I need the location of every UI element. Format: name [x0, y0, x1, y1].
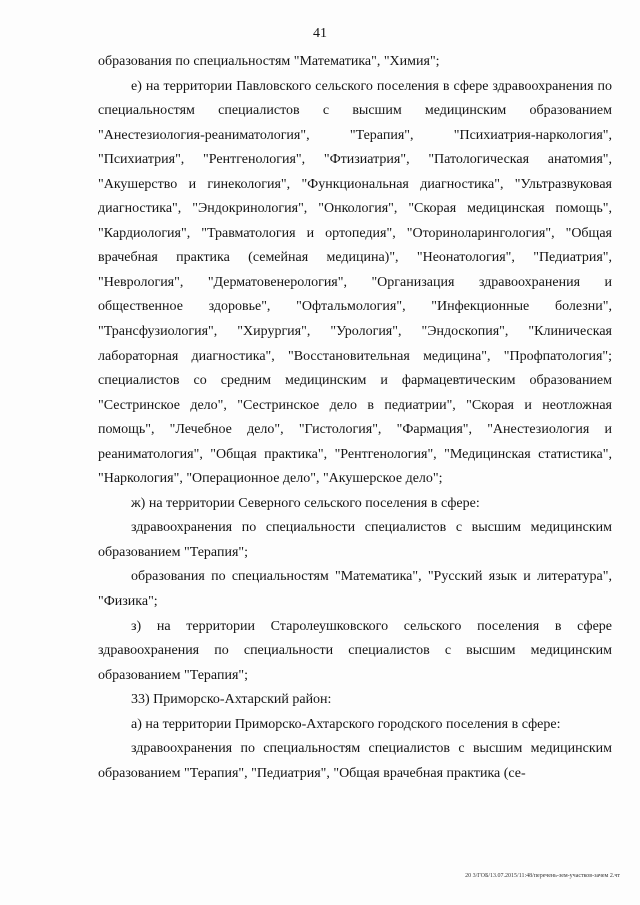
paragraph-pavlovskoe: е) на территории Павловского сельского поселения в сфере здравоохранения по специальностям специалистов с высшим медицинским образованием "Анестезиология-реаниматология", "Терапия", "Психиатрия-наркология", "Психиатрия", "Рентгенология", "Фтизиатрия", "Патологическая анатомия", "Акушерство и гинекология", "Функциональная диагностика", "Ультразвуковая диагностика", "Эндокринология", "Онкология", "Скорая медицинская помощь", "Кардиология", "Травматология и ортопедия", "Оториноларингология", "Общая врачебная практика (семейная медицина)", "Неонатология", "Педиатрия", "Неврология", "Дерматовенерология", "Организация здравоохранения и общественное здоровье", "Офтальмология", "Инфекционные болезни", "Трансфузиология", "Хирургия", "Урология", "Эндоскопия", "Клиническая лабораторная диагностика", "Восстановительная медицина", "Профпатология"; специалистов со средним медицинским и фармацевтическим образованием "Сестринское дело", "Сестринское дело в педиатрии", "Скорая и неотложная помощь", "Лечебное дело", "Гистология", "Фармация", "Анестезиология и реаниматология", "Общая практика", "Рентгенология", "Медицинская статистика", "Наркология", "Операционное дело", "Акушерское дело"; [98, 78, 612, 487]
paragraph-severnoe: ж) на территории Северного сельского поселения в сфере: [131, 495, 480, 511]
paragraph: а) на территории Приморско-Ахтарского городского поселения в сфере: [131, 716, 561, 732]
page-number: 41 [313, 26, 327, 41]
paragraph: здравоохранения по специальностям специалистов с высшим медицинским образованием "Терапия", "Педиатрия", "Общая врачебная практика (се- [98, 741, 612, 781]
section-heading-primorsko-akhtarsky: 33) Приморско-Ахтарский район: [131, 692, 332, 708]
paragraph-staroleushkovskoe: з) на территории Старолеушковского сельского поселения в сфере здравоохранения по специальности специалистов с высшим медицинским образованием "Терапия"; [98, 618, 612, 683]
paragraph: образования по специальностям "Математика", "Химия"; [98, 54, 440, 69]
footer-file-stamp: 20 3/ГОБ/13.07.2015/11:48/перечень-зем-участков-зачем 2.чт [465, 873, 620, 879]
paragraph: здравоохранения по специальности специалистов с высшим медицинским образованием "Терапия"; [98, 520, 612, 560]
paragraph: образования по специальностям "Математика", "Русский язык и литература", "Физика"; [98, 569, 612, 610]
document-body [98, 50, 612, 786]
